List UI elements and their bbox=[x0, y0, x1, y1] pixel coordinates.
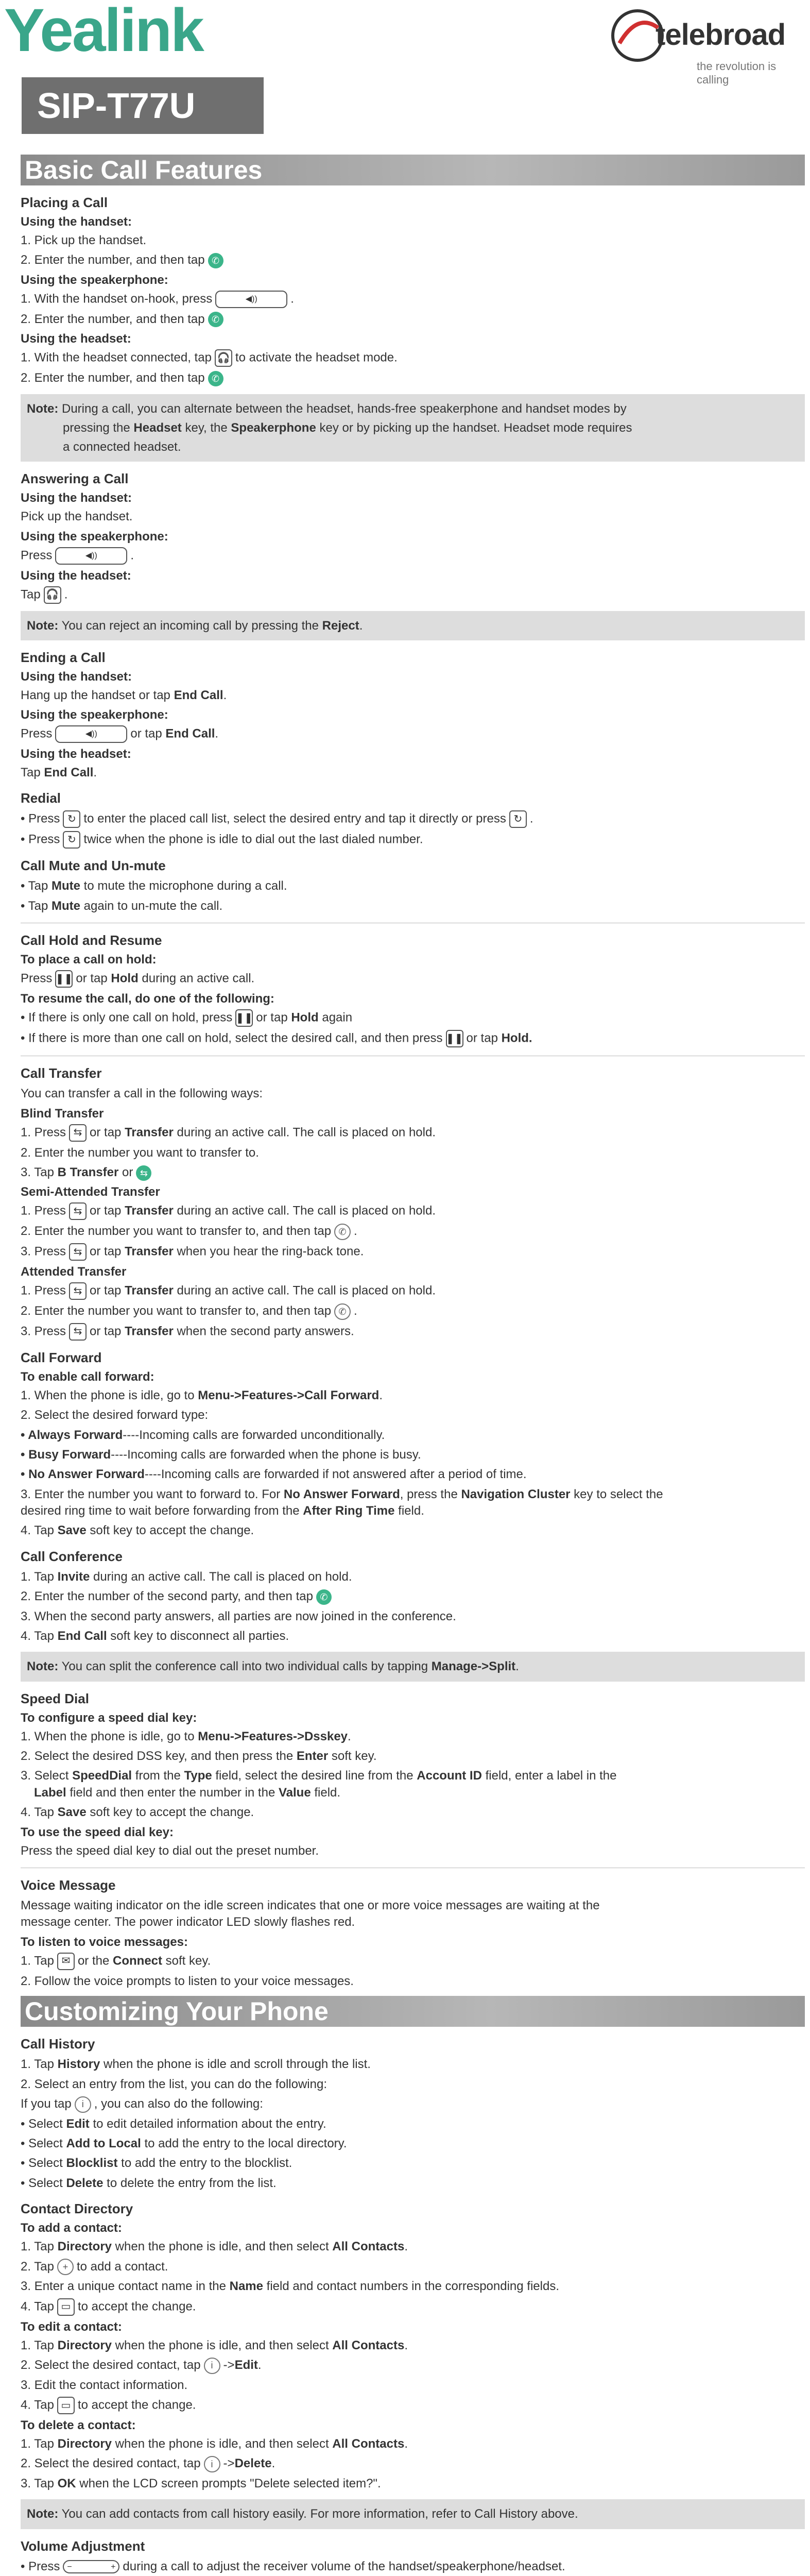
heading-transfer: Call Transfer bbox=[21, 1065, 102, 1081]
text: 2. Enter the number, and then tap ✆ bbox=[21, 311, 805, 328]
sub-place-hold: To place a call on hold: bbox=[21, 953, 157, 967]
sub-handset: Using the handset: bbox=[21, 215, 132, 229]
sub-enable-forward: To enable call forward: bbox=[21, 1369, 154, 1384]
sub-handset: Using the handset: bbox=[21, 491, 132, 505]
text: 3. Press ⇆ or tap Transfer when the second party answers. bbox=[21, 1323, 805, 1341]
text: 1. Press ⇆ or tap Transfer during an active call. The call is placed on hold. bbox=[21, 1282, 805, 1300]
heading-placing: Placing a Call bbox=[21, 195, 108, 210]
text: • Always Forward----Incoming calls are forwarded unconditionally. bbox=[21, 1428, 385, 1442]
text: 1. When the phone is idle, go to Menu->Features->Dsskey. bbox=[21, 1729, 351, 1743]
text: Hang up the handset or tap End Call. bbox=[21, 688, 227, 702]
heading-volume: Volume Adjustment bbox=[21, 2538, 145, 2554]
speakerphone-key-icon: ◀)) bbox=[55, 725, 127, 743]
text: 2. Select the desired contact, tap i ->Delete. bbox=[21, 2455, 805, 2472]
sub-blind: Blind Transfer bbox=[21, 1106, 104, 1121]
text: Tap 🎧 . bbox=[21, 586, 805, 604]
sub-use-speeddial: To use the speed dial key: bbox=[21, 1825, 174, 1839]
brand-logo: Yealink bbox=[4, 0, 203, 64]
text: 4. Tap End Call soft key to disconnect all parties. bbox=[21, 1629, 289, 1643]
text: 2. Select the desired DSS key, and then press the Enter soft key. bbox=[21, 1749, 377, 1764]
sub-attended: Attended Transfer bbox=[21, 1265, 127, 1279]
text: • No Answer Forward----Incoming calls are forwarded if not answered after a period of time. bbox=[21, 1467, 527, 1482]
text: 2. Enter the number, and then tap ✆ bbox=[21, 370, 805, 386]
note-box: Note: You can add contacts from call history easily. For more information, refer to Call History above. bbox=[21, 2499, 805, 2529]
hold-key-icon: ❚❚ bbox=[235, 1009, 253, 1027]
text: • Press − + during a call to adjust the receiver volume of the handset/speakerphone/headset. bbox=[21, 2559, 565, 2573]
text: 2. Select an entry from the list, you can do the following: bbox=[21, 2077, 327, 2091]
sub-listen: To listen to voice messages: bbox=[21, 1935, 188, 1949]
text: 3. Edit the contact information. bbox=[21, 2378, 188, 2392]
speakerphone-key-icon: ◀)) bbox=[55, 547, 127, 565]
sub-add-contact: To add a contact: bbox=[21, 2221, 122, 2235]
text: • Press ↻ to enter the placed call list, select the desired entry and tap it directly or press ↻ . bbox=[21, 810, 805, 828]
text: 3. Tap OK when the LCD screen prompts "Delete selected item?". bbox=[21, 2477, 381, 2491]
redial-key-icon: ↻ bbox=[509, 810, 527, 828]
text: • Select Delete to delete the entry from the list. bbox=[21, 2176, 277, 2190]
sub-headset: Using the headset: bbox=[21, 568, 131, 583]
heading-history: Call History bbox=[21, 2036, 95, 2052]
text: 2. Select the desired contact, tap i ->Edit. bbox=[21, 2357, 805, 2374]
sub-handset: Using the handset: bbox=[21, 669, 132, 684]
add-icon: + bbox=[57, 2259, 74, 2275]
text: 2. Enter the number, and then tap ✆ bbox=[21, 252, 805, 268]
heading-answering: Answering a Call bbox=[21, 471, 129, 487]
text: 4. Tap Save soft key to accept the change. bbox=[21, 1805, 254, 1820]
heading-speeddial: Speed Dial bbox=[21, 1690, 89, 1706]
redial-key-icon: ↻ bbox=[63, 810, 80, 828]
basic-content bbox=[0, 195, 810, 1990]
message-key-icon: ✉ bbox=[57, 1953, 75, 1970]
info-icon: i bbox=[75, 2096, 91, 2113]
custom-content bbox=[0, 2036, 810, 2576]
heading-redial: Redial bbox=[21, 790, 61, 806]
redial-key-icon: ↻ bbox=[63, 831, 80, 849]
transfer-icon: ⇆ bbox=[136, 1165, 151, 1181]
transfer-key-icon: ⇆ bbox=[69, 1202, 87, 1220]
heading-forward: Call Forward bbox=[21, 1349, 102, 1365]
text: 2. Select the desired forward type: bbox=[21, 1408, 209, 1422]
text: Tap End Call. bbox=[21, 766, 97, 780]
text: • Select Edit to edit detailed information about the entry. bbox=[21, 2116, 326, 2131]
info-icon: i bbox=[204, 2358, 220, 2374]
info-icon: i bbox=[204, 2456, 220, 2472]
sub-speaker: Using the speakerphone: bbox=[21, 273, 168, 287]
text: • Select Add to Local to add the entry to the local directory. bbox=[21, 2136, 347, 2150]
text: 3. Press ⇆ or tap Transfer when you hear the ring-back tone. bbox=[21, 1243, 805, 1261]
call-outline-icon: ✆ bbox=[334, 1224, 351, 1240]
heading-directory: Contact Directory bbox=[21, 2201, 133, 2217]
note-box: Note: During a call, you can alternate between the headset, hands-free speakerphone and handset modes by pressing the Headset key, the Speakerphone key or by picking up the handset. Headset mode requires a connected headset. bbox=[21, 394, 805, 462]
transfer-key-icon: ⇆ bbox=[69, 1243, 87, 1261]
sub-semi: Semi-Attended Transfer bbox=[21, 1185, 160, 1199]
text: If you tap i , you can also do the following: bbox=[21, 2096, 805, 2113]
note-box: Note: You can reject an incoming call by pressing the Reject. bbox=[21, 611, 805, 640]
text: • If there is more than one call on hold, select the desired call, and then press ❚❚ or tap Hold. bbox=[21, 1030, 805, 1047]
sub-configure: To configure a speed dial key: bbox=[21, 1710, 197, 1725]
sub-delete-contact: To delete a contact: bbox=[21, 2418, 136, 2433]
text: • Busy Forward----Incoming calls are forwarded when the phone is busy. bbox=[21, 1447, 421, 1462]
text: Press the speed dial key to dial out the preset number. bbox=[21, 1843, 319, 1858]
hold-key-icon: ❚❚ bbox=[446, 1030, 463, 1047]
text: 2. Follow the voice prompts to listen to your voice messages. bbox=[21, 1974, 354, 1988]
heading-conference: Call Conference bbox=[21, 1548, 123, 1564]
call-icon: ✆ bbox=[208, 371, 223, 386]
call-icon: ✆ bbox=[316, 1589, 332, 1605]
text: 2. Enter the number of the second party, and then tap ✆ bbox=[21, 1588, 805, 1605]
text: 3. When the second party answers, all parties are now joined in the conference. bbox=[21, 1609, 456, 1623]
text: 4. Tap Save soft key to accept the change. bbox=[21, 1523, 254, 1538]
section-banner-custom: Customizing Your Phone bbox=[21, 1996, 805, 2027]
sub-resume: To resume the call, do one of the following: bbox=[21, 992, 274, 1006]
text: 1. Tap Directory when the phone is idle, and then select All Contacts. bbox=[21, 2437, 408, 2451]
sub-headset: Using the headset: bbox=[21, 747, 131, 761]
text: • Select Blocklist to add the entry to the blocklist. bbox=[21, 2156, 292, 2171]
speakerphone-key-icon: ◀)) bbox=[215, 291, 287, 308]
sub-speaker: Using the speakerphone: bbox=[21, 529, 168, 544]
heading-mute: Call Mute and Un-mute bbox=[21, 858, 166, 874]
save-icon: ▭ bbox=[57, 2298, 75, 2316]
headset-key-icon: 🎧 bbox=[44, 586, 61, 604]
text: 1. Press ⇆ or tap Transfer during an active call. The call is placed on hold. bbox=[21, 1202, 805, 1220]
transfer-key-icon: ⇆ bbox=[69, 1124, 87, 1142]
partner-tagline: the revolution is calling bbox=[697, 60, 777, 86]
sub-edit-contact: To edit a contact: bbox=[21, 2319, 122, 2334]
text: 3. Enter a unique contact name in the Name field and contact numbers in the corresponding fields. bbox=[21, 2279, 559, 2294]
text: You can transfer a call in the following ways: bbox=[21, 1087, 263, 1101]
note-box: Note: You can split the conference call into two individual calls by tapping Manage->Split. bbox=[21, 1652, 805, 1681]
partner-logo bbox=[609, 7, 805, 84]
text: Press ◀)) or tap End Call. bbox=[21, 725, 805, 743]
model-title: SIP-T77U bbox=[22, 77, 264, 134]
text: 1. When the phone is idle, go to Menu->Features->Call Forward. bbox=[21, 1388, 383, 1402]
text: 4. Tap ▭ to accept the change. bbox=[21, 2298, 805, 2316]
transfer-key-icon: ⇆ bbox=[69, 1282, 87, 1300]
heading-voicemsg: Voice Message bbox=[21, 1877, 116, 1893]
text: 1. Tap Directory when the phone is idle, and then select All Contacts. bbox=[21, 2240, 408, 2254]
call-outline-icon: ✆ bbox=[334, 1303, 351, 1320]
text: Pick up the handset. bbox=[21, 510, 133, 524]
text: 1. Tap Directory when the phone is idle, and then select All Contacts. bbox=[21, 2338, 408, 2352]
sub-headset: Using the headset: bbox=[21, 332, 131, 346]
text: 2. Enter the number you want to transfer to, and then tap ✆ . bbox=[21, 1303, 805, 1320]
text: 4. Tap ▭ to accept the change. bbox=[21, 2397, 805, 2414]
text: 1. Tap History when the phone is idle and scroll through the list. bbox=[21, 2057, 371, 2072]
transfer-key-icon: ⇆ bbox=[69, 1323, 87, 1341]
text: Press ❚❚ or tap Hold during an active call. bbox=[21, 970, 805, 988]
section-banner-basic: Basic Call Features bbox=[21, 155, 805, 185]
text: 1. Tap ✉ or the Connect soft key. bbox=[21, 1953, 805, 1970]
heading-hold: Call Hold and Resume bbox=[21, 933, 162, 948]
text: • Tap Mute to mute the microphone during a call. bbox=[21, 879, 287, 893]
text: Message waiting indicator on the idle screen indicates that one or more voice messages are waiting at the message center. The power indicator LED slowly flashes red. bbox=[21, 1898, 600, 1929]
text: 2. Enter the number you want to transfer to. bbox=[21, 1145, 259, 1160]
call-icon: ✆ bbox=[208, 253, 223, 268]
headset-key-icon: 🎧 bbox=[215, 349, 232, 367]
text: 2. Tap + to add a contact. bbox=[21, 2259, 805, 2276]
text: 3. Select SpeedDial from the Type field, select the desired line from the Account ID field, enter a label in the Label field and then enter the number in the Value field. bbox=[21, 1769, 617, 1800]
text: • Tap Mute again to un-mute the call. bbox=[21, 899, 223, 913]
text: • Press ↻ twice when the phone is idle to dial out the last dialed number. bbox=[21, 831, 805, 849]
heading-ending: Ending a Call bbox=[21, 649, 106, 665]
text: • If there is only one call on hold, press ❚❚ or tap Hold again bbox=[21, 1009, 805, 1027]
volume-key-icon: − + bbox=[63, 2560, 119, 2573]
text: 1. Pick up the handset. bbox=[21, 233, 147, 247]
call-icon: ✆ bbox=[208, 312, 223, 327]
text: 1. Press ⇆ or tap Transfer during an active call. The call is placed on hold. bbox=[21, 1124, 805, 1142]
partner-name: telebroad bbox=[656, 18, 786, 52]
text: 2. Enter the number you want to transfer to, and then tap ✆ . bbox=[21, 1223, 805, 1240]
text: 3. Tap B Transfer or ⇆ bbox=[21, 1164, 805, 1181]
header bbox=[0, 0, 810, 155]
text: Press ◀)) . bbox=[21, 547, 805, 565]
save-icon: ▭ bbox=[57, 2397, 75, 2414]
text: 1. With the handset on-hook, press ◀)) . bbox=[21, 291, 805, 308]
hold-key-icon: ❚❚ bbox=[55, 970, 73, 988]
sub-speaker: Using the speakerphone: bbox=[21, 708, 168, 722]
text: 3. Enter the number you want to forward to. For No Answer Forward, press the Navigation Cluster key to select the desired ring time to wait before forwarding from the After Ring Time field. bbox=[21, 1487, 663, 1518]
text: 1. Tap Invite during an active call. The call is placed on hold. bbox=[21, 1569, 352, 1584]
text: 1. With the headset connected, tap 🎧 to activate the headset mode. bbox=[21, 349, 805, 367]
